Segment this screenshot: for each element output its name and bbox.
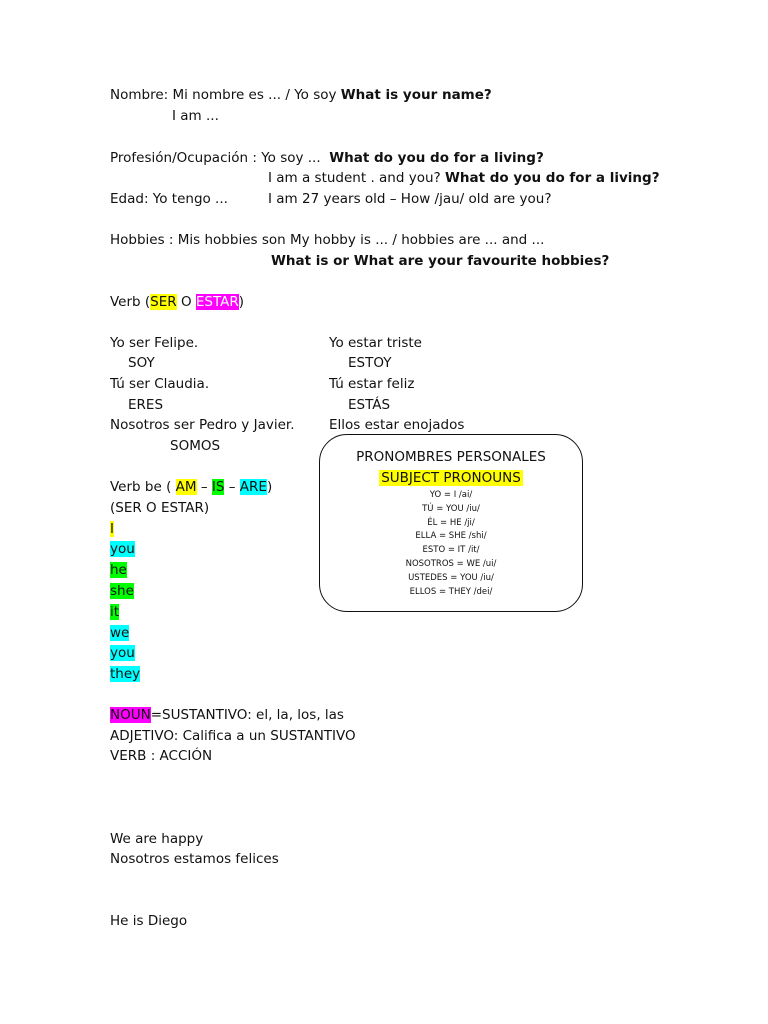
profession-answer-line: [268, 169, 660, 187]
verb-be-prefix: Verb be (: [110, 479, 176, 495]
pronoun-you: [110, 540, 135, 558]
pronoun-box-item: USTEDES = YOU /iu/: [408, 573, 494, 583]
name-question: What is your name?: [340, 87, 492, 103]
verb-be-dash: –: [196, 479, 212, 495]
pronoun-box-item: ESTO = IT /it/: [422, 545, 480, 555]
noun-highlight: NOUN: [110, 707, 151, 723]
ser-example: Tú ser Claudia.: [110, 376, 210, 392]
pronoun-text: I: [110, 521, 114, 537]
name-label: Nombre: Mi nombre es ... / Yo soy: [110, 87, 337, 103]
pronoun-i: [110, 520, 114, 538]
pronoun-text: they: [110, 666, 141, 682]
profession-label: Profesión/Ocupación : Yo soy ...: [110, 150, 321, 166]
estar-example: Ellos estar enojados: [329, 417, 465, 433]
ser-highlight: SER: [150, 294, 177, 310]
pronoun-box-item: YO = I /ai/: [429, 490, 473, 500]
pronoun-text: he: [110, 562, 127, 578]
name-answer: I am ...: [172, 108, 219, 124]
pronoun-box-item: NOSOTROS = WE /ui/: [405, 559, 497, 569]
profession-line: [110, 149, 544, 167]
estar-example: Tú estar feliz: [329, 376, 415, 392]
ser-conjugation: ERES: [128, 397, 164, 413]
verb-definition: VERB : ACCIÓN: [110, 748, 213, 764]
hobbies-question-text: What is or What are your favourite hobbies?: [271, 253, 610, 269]
pronoun-box: [319, 434, 583, 612]
verb-o: O: [176, 294, 196, 310]
noun-definition: [110, 706, 344, 724]
pronoun-text: you: [110, 645, 135, 661]
pronoun-she: [110, 582, 134, 600]
ser-conjugation: SOY: [128, 355, 155, 371]
profession-question: What do you do for a living?: [329, 150, 544, 166]
verb-be-dash: –: [224, 479, 240, 495]
verb-ser-estar-heading: [110, 293, 244, 311]
estar-highlight: ESTAR: [195, 294, 239, 310]
verb-suffix: ): [238, 294, 245, 310]
verb-be-heading: [110, 478, 272, 496]
name-line: [110, 86, 492, 104]
pronoun-you-plural: [110, 644, 135, 662]
pronoun-it: [110, 603, 119, 621]
pronoun-box-subtitle: SUBJECT PRONOUNS: [381, 470, 521, 486]
pronoun-box-item: ÉL = HE /ji/: [427, 518, 475, 528]
pronoun-box-item: ELLA = SHE /shi/: [415, 531, 487, 541]
am-highlight: AM: [175, 479, 197, 495]
pronoun-we: [110, 624, 129, 642]
are-highlight: ARE: [239, 479, 267, 495]
noun-rest: =SUSTANTIVO: el, la, los, las: [150, 707, 344, 723]
example-sentence: He is Diego: [110, 913, 188, 929]
pronoun-text: you: [110, 541, 135, 557]
estar-example: Yo estar triste: [329, 335, 422, 351]
profession-answer: I am a student . and you?: [268, 170, 441, 186]
pronoun-he: [110, 561, 127, 579]
estar-conjugation: ESTOY: [348, 355, 392, 371]
pronoun-they: [110, 665, 140, 683]
ser-conjugation: SOMOS: [170, 438, 221, 454]
pronoun-text: we: [110, 625, 130, 641]
is-highlight: IS: [211, 479, 225, 495]
pronoun-text: she: [110, 583, 134, 599]
adjective-definition: ADJETIVO: Califica a un SUSTANTIVO: [110, 728, 356, 744]
verb-be-suffix: ): [266, 479, 273, 495]
age-label: Edad: Yo tengo ...: [110, 191, 228, 207]
ser-example: Yo ser Felipe.: [110, 335, 199, 351]
hobbies-question: [271, 252, 609, 270]
pronoun-box-title: PRONOMBRES PERSONALES: [356, 449, 546, 465]
ser-example: Nosotros ser Pedro y Javier.: [110, 417, 295, 433]
example-sentence: Nosotros estamos felices: [110, 851, 279, 867]
estar-conjugation: ESTÁS: [348, 397, 391, 413]
example-sentence: We are happy: [110, 831, 204, 847]
pronoun-text: it: [110, 604, 120, 620]
hobbies-label: Hobbies : Mis hobbies son My hobby is ... / hobbies are ... and ...: [110, 232, 545, 248]
pronoun-box-item: ELLOS = THEY /dei/: [409, 587, 493, 597]
age-answer: I am 27 years old – How /jau/ old are you?: [268, 191, 552, 207]
verb-prefix: Verb (: [110, 294, 151, 310]
verb-be-sub: (SER O ESTAR): [110, 500, 210, 516]
pronoun-box-item: TÚ = YOU /iu/: [422, 504, 480, 514]
profession-question-2: What do you do for a living?: [445, 170, 660, 186]
pronoun-box-subtitle-wrap: [320, 469, 582, 487]
